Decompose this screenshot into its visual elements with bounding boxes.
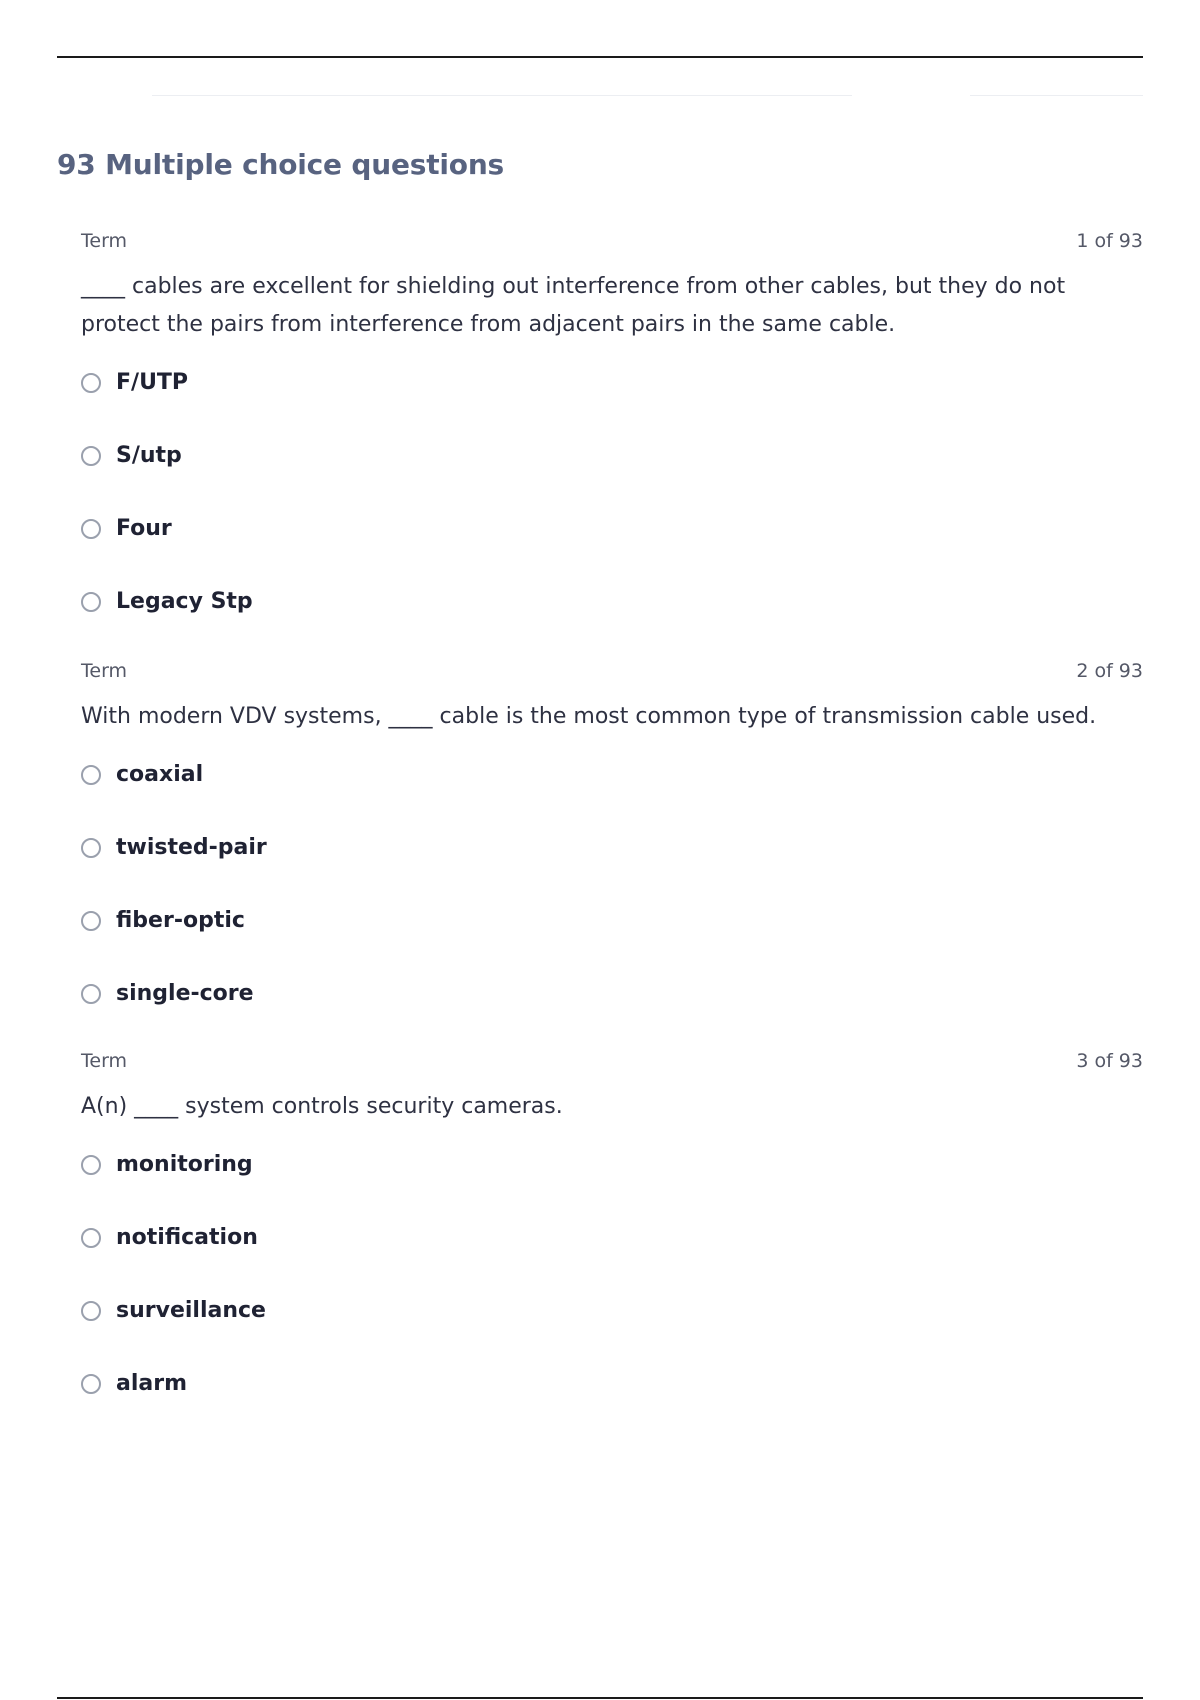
answer-option[interactable] <box>81 762 1143 835</box>
option-label: single-core <box>116 981 254 1006</box>
option-label: monitoring <box>116 1152 253 1177</box>
radio-button[interactable] <box>81 1228 101 1248</box>
answer-option[interactable] <box>81 981 1143 1054</box>
option-label: coaxial <box>116 762 204 787</box>
answer-option[interactable] <box>81 835 1143 908</box>
radio-button[interactable] <box>81 1301 101 1321</box>
answer-option[interactable] <box>81 370 1143 443</box>
option-label: Four <box>116 516 172 541</box>
option-label: F/UTP <box>116 370 189 395</box>
question-header <box>81 230 1143 254</box>
faint-divider-right <box>970 95 1143 96</box>
radio-button[interactable] <box>81 446 101 466</box>
radio-button[interactable] <box>81 765 101 785</box>
page-title: 93 Multiple choice questions <box>57 148 505 181</box>
radio-button[interactable] <box>81 838 101 858</box>
answer-option[interactable] <box>81 589 1143 662</box>
top-rule <box>57 56 1143 58</box>
radio-button[interactable] <box>81 1155 101 1175</box>
option-label: surveillance <box>116 1298 266 1323</box>
question-prompt: A(n) ____ system controls security cameras. <box>81 1094 563 1119</box>
radio-button[interactable] <box>81 984 101 1004</box>
bottom-rule <box>57 1697 1143 1699</box>
answer-option[interactable] <box>81 443 1143 516</box>
option-label: fiber-optic <box>116 908 245 933</box>
answer-options <box>81 370 1143 662</box>
term-label: Term <box>81 230 128 252</box>
answer-option[interactable] <box>81 516 1143 589</box>
option-label: S/utp <box>116 443 182 468</box>
answer-option[interactable] <box>81 1371 1143 1444</box>
radio-button[interactable] <box>81 592 101 612</box>
question-2 <box>81 660 1143 1054</box>
option-label: Legacy Stp <box>116 589 253 614</box>
answer-option[interactable] <box>81 1152 1143 1225</box>
question-1 <box>81 230 1143 662</box>
question-counter: 3 of 93 <box>1076 1050 1143 1072</box>
answer-options <box>81 762 1143 1054</box>
radio-button[interactable] <box>81 911 101 931</box>
answer-option[interactable] <box>81 1225 1143 1298</box>
radio-button[interactable] <box>81 1374 101 1394</box>
question-prompt: ____ cables are excellent for shielding out interference from other cables, but they do not protect the pairs from interference from adjacent pairs in the same cable. <box>81 274 1066 337</box>
answer-option[interactable] <box>81 908 1143 981</box>
radio-button[interactable] <box>81 373 101 393</box>
term-label: Term <box>81 1050 128 1072</box>
option-label: twisted-pair <box>116 835 267 860</box>
question-prompt: With modern VDV systems, ____ cable is the most common type of transmission cable used. <box>81 704 1097 729</box>
answer-option[interactable] <box>81 1298 1143 1371</box>
option-label: notification <box>116 1225 258 1250</box>
question-header <box>81 1050 1143 1074</box>
term-label: Term <box>81 660 128 682</box>
question-counter: 2 of 93 <box>1076 660 1143 682</box>
option-label: alarm <box>116 1371 188 1396</box>
question-header <box>81 660 1143 684</box>
answer-options <box>81 1152 1143 1444</box>
question-3 <box>81 1050 1143 1444</box>
question-counter: 1 of 93 <box>1076 230 1143 252</box>
radio-button[interactable] <box>81 519 101 539</box>
faint-divider-left <box>152 95 852 96</box>
